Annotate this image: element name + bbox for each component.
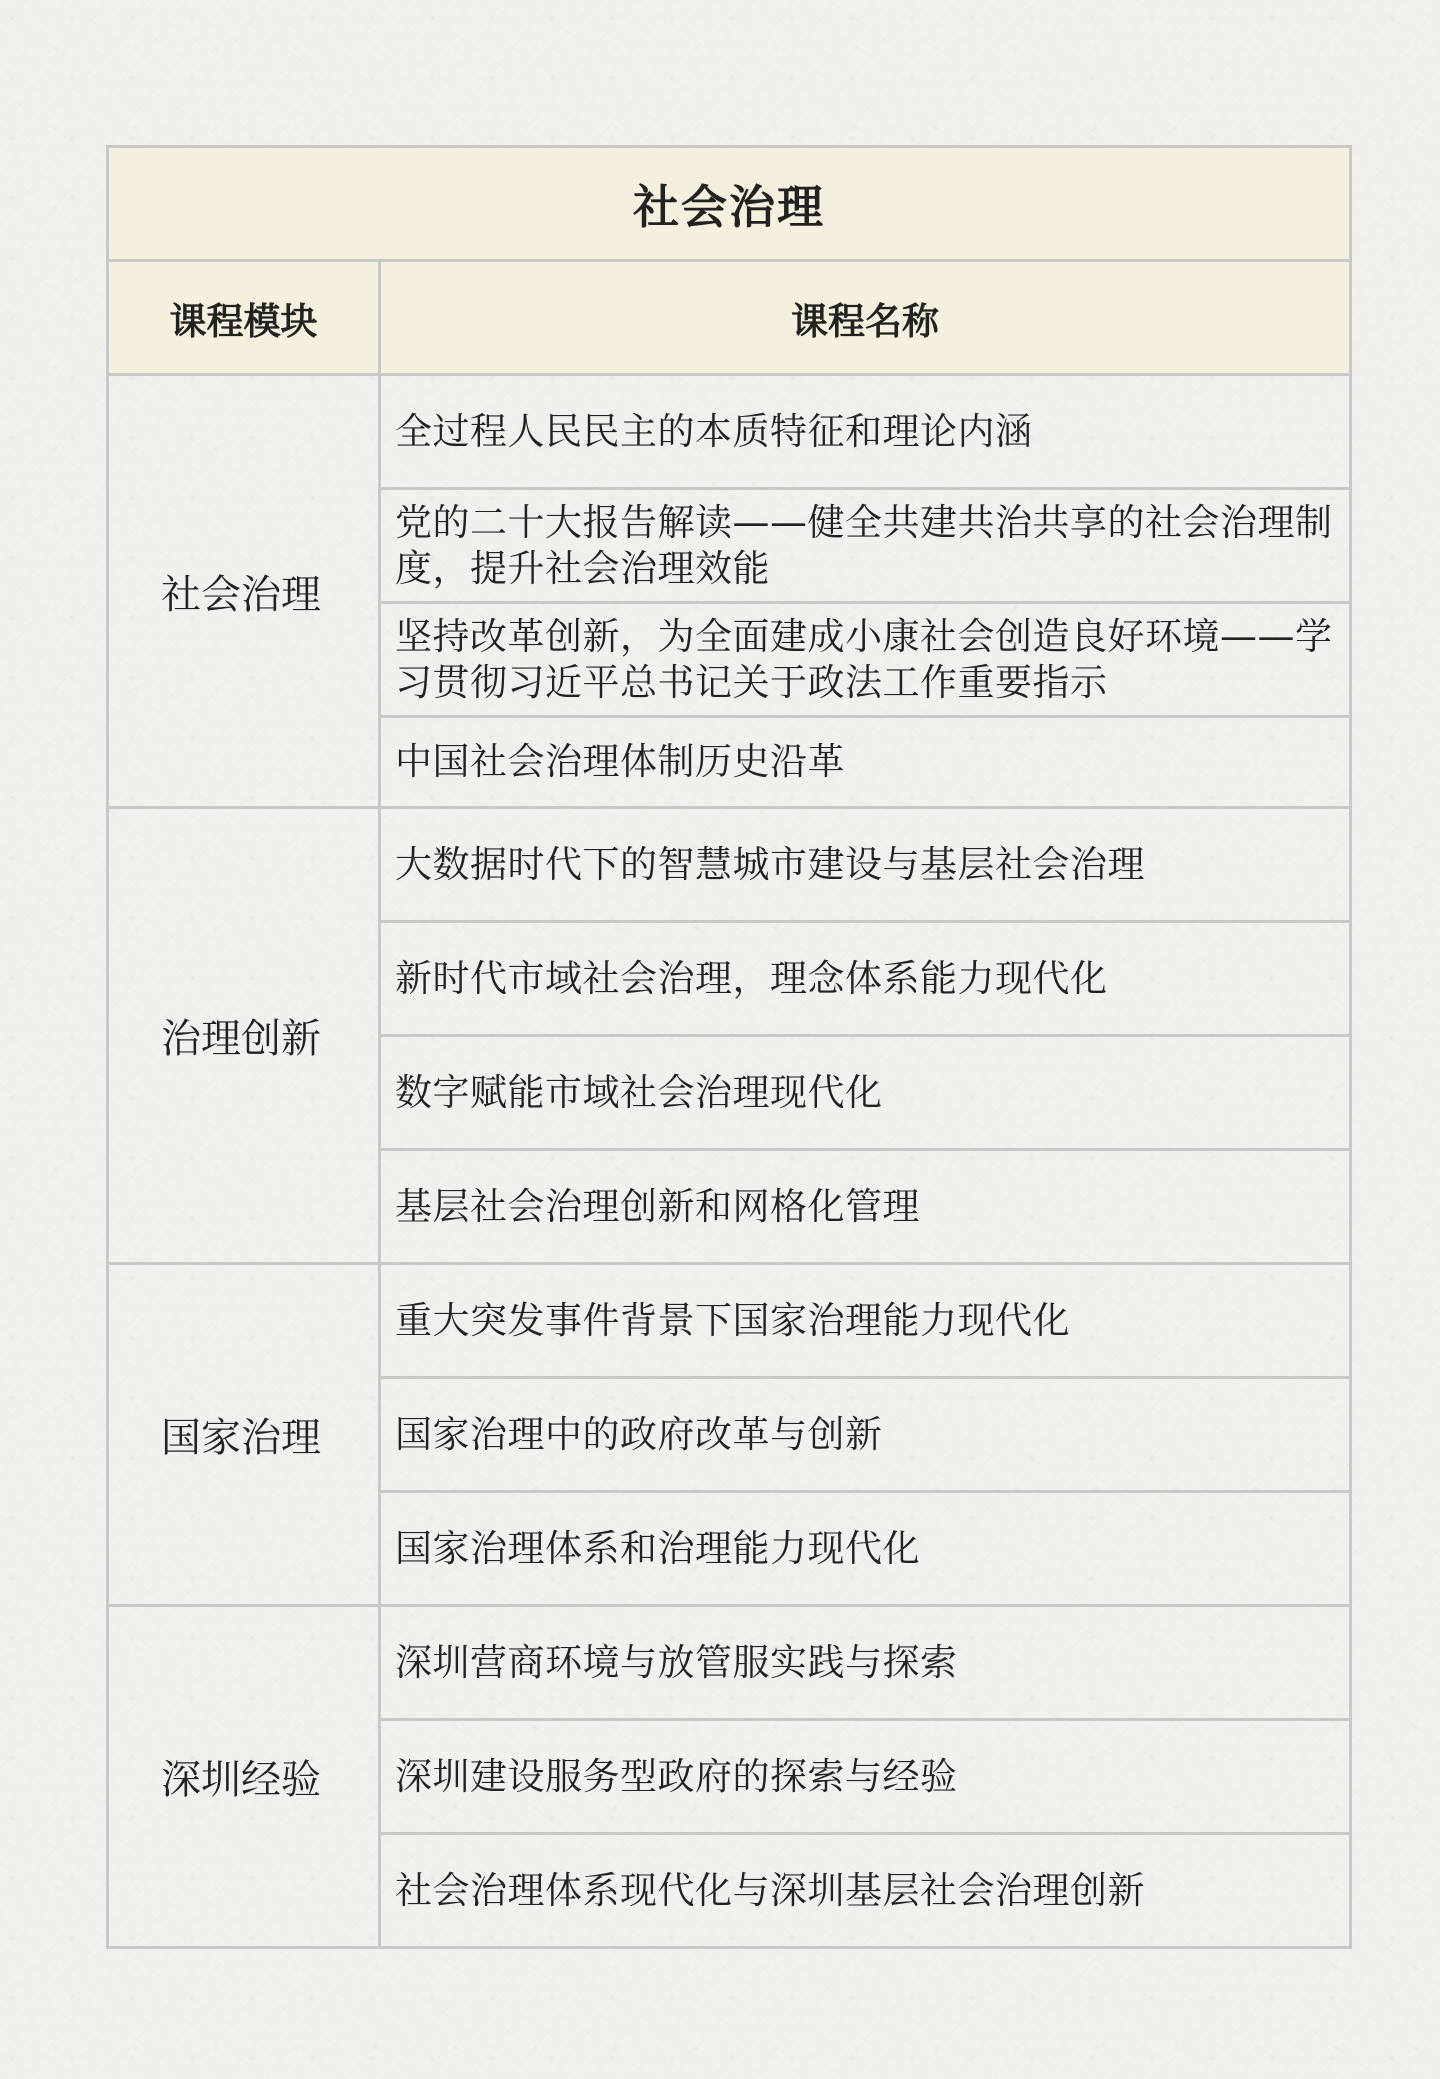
course-name-cell: 坚持改革创新，为全面建成小康社会创造良好环境——学习贯彻习近平总书记关于政法工作重要指示: [380, 603, 1351, 717]
table-row: [108, 375, 1351, 489]
table-row: [108, 1606, 1351, 1720]
module-cell: 治理创新: [108, 808, 380, 1264]
module-cell: 深圳经验: [108, 1606, 380, 1948]
course-name-cell: 全过程人民民主的本质特征和理论内涵: [380, 375, 1351, 489]
course-name-cell: 重大突发事件背景下国家治理能力现代化: [380, 1264, 1351, 1378]
title-row: [108, 147, 1351, 261]
table-title: 社会治理: [108, 147, 1351, 261]
course-table: [106, 145, 1352, 1949]
course-name-cell: 深圳建设服务型政府的探索与经验: [380, 1720, 1351, 1834]
course-name-cell: 数字赋能市域社会治理现代化: [380, 1036, 1351, 1150]
header-row: [108, 261, 1351, 375]
module-cell: 社会治理: [108, 375, 380, 808]
course-name-cell: 基层社会治理创新和网格化管理: [380, 1150, 1351, 1264]
course-name-cell: 社会治理体系现代化与深圳基层社会治理创新: [380, 1834, 1351, 1948]
header-module: 课程模块: [108, 261, 380, 375]
course-name-cell: 新时代市域社会治理，理念体系能力现代化: [380, 922, 1351, 1036]
course-name-cell: 国家治理中的政府改革与创新: [380, 1378, 1351, 1492]
course-name-cell: 国家治理体系和治理能力现代化: [380, 1492, 1351, 1606]
table-row: [108, 808, 1351, 922]
course-name-cell: 党的二十大报告解读——健全共建共治共享的社会治理制度，提升社会治理效能: [380, 489, 1351, 603]
course-name-cell: 中国社会治理体制历史沿革: [380, 717, 1351, 808]
table-row: [108, 1264, 1351, 1378]
course-name-cell: 深圳营商环境与放管服实践与探索: [380, 1606, 1351, 1720]
header-course-name: 课程名称: [380, 261, 1351, 375]
course-name-cell: 大数据时代下的智慧城市建设与基层社会治理: [380, 808, 1351, 922]
module-cell: 国家治理: [108, 1264, 380, 1606]
